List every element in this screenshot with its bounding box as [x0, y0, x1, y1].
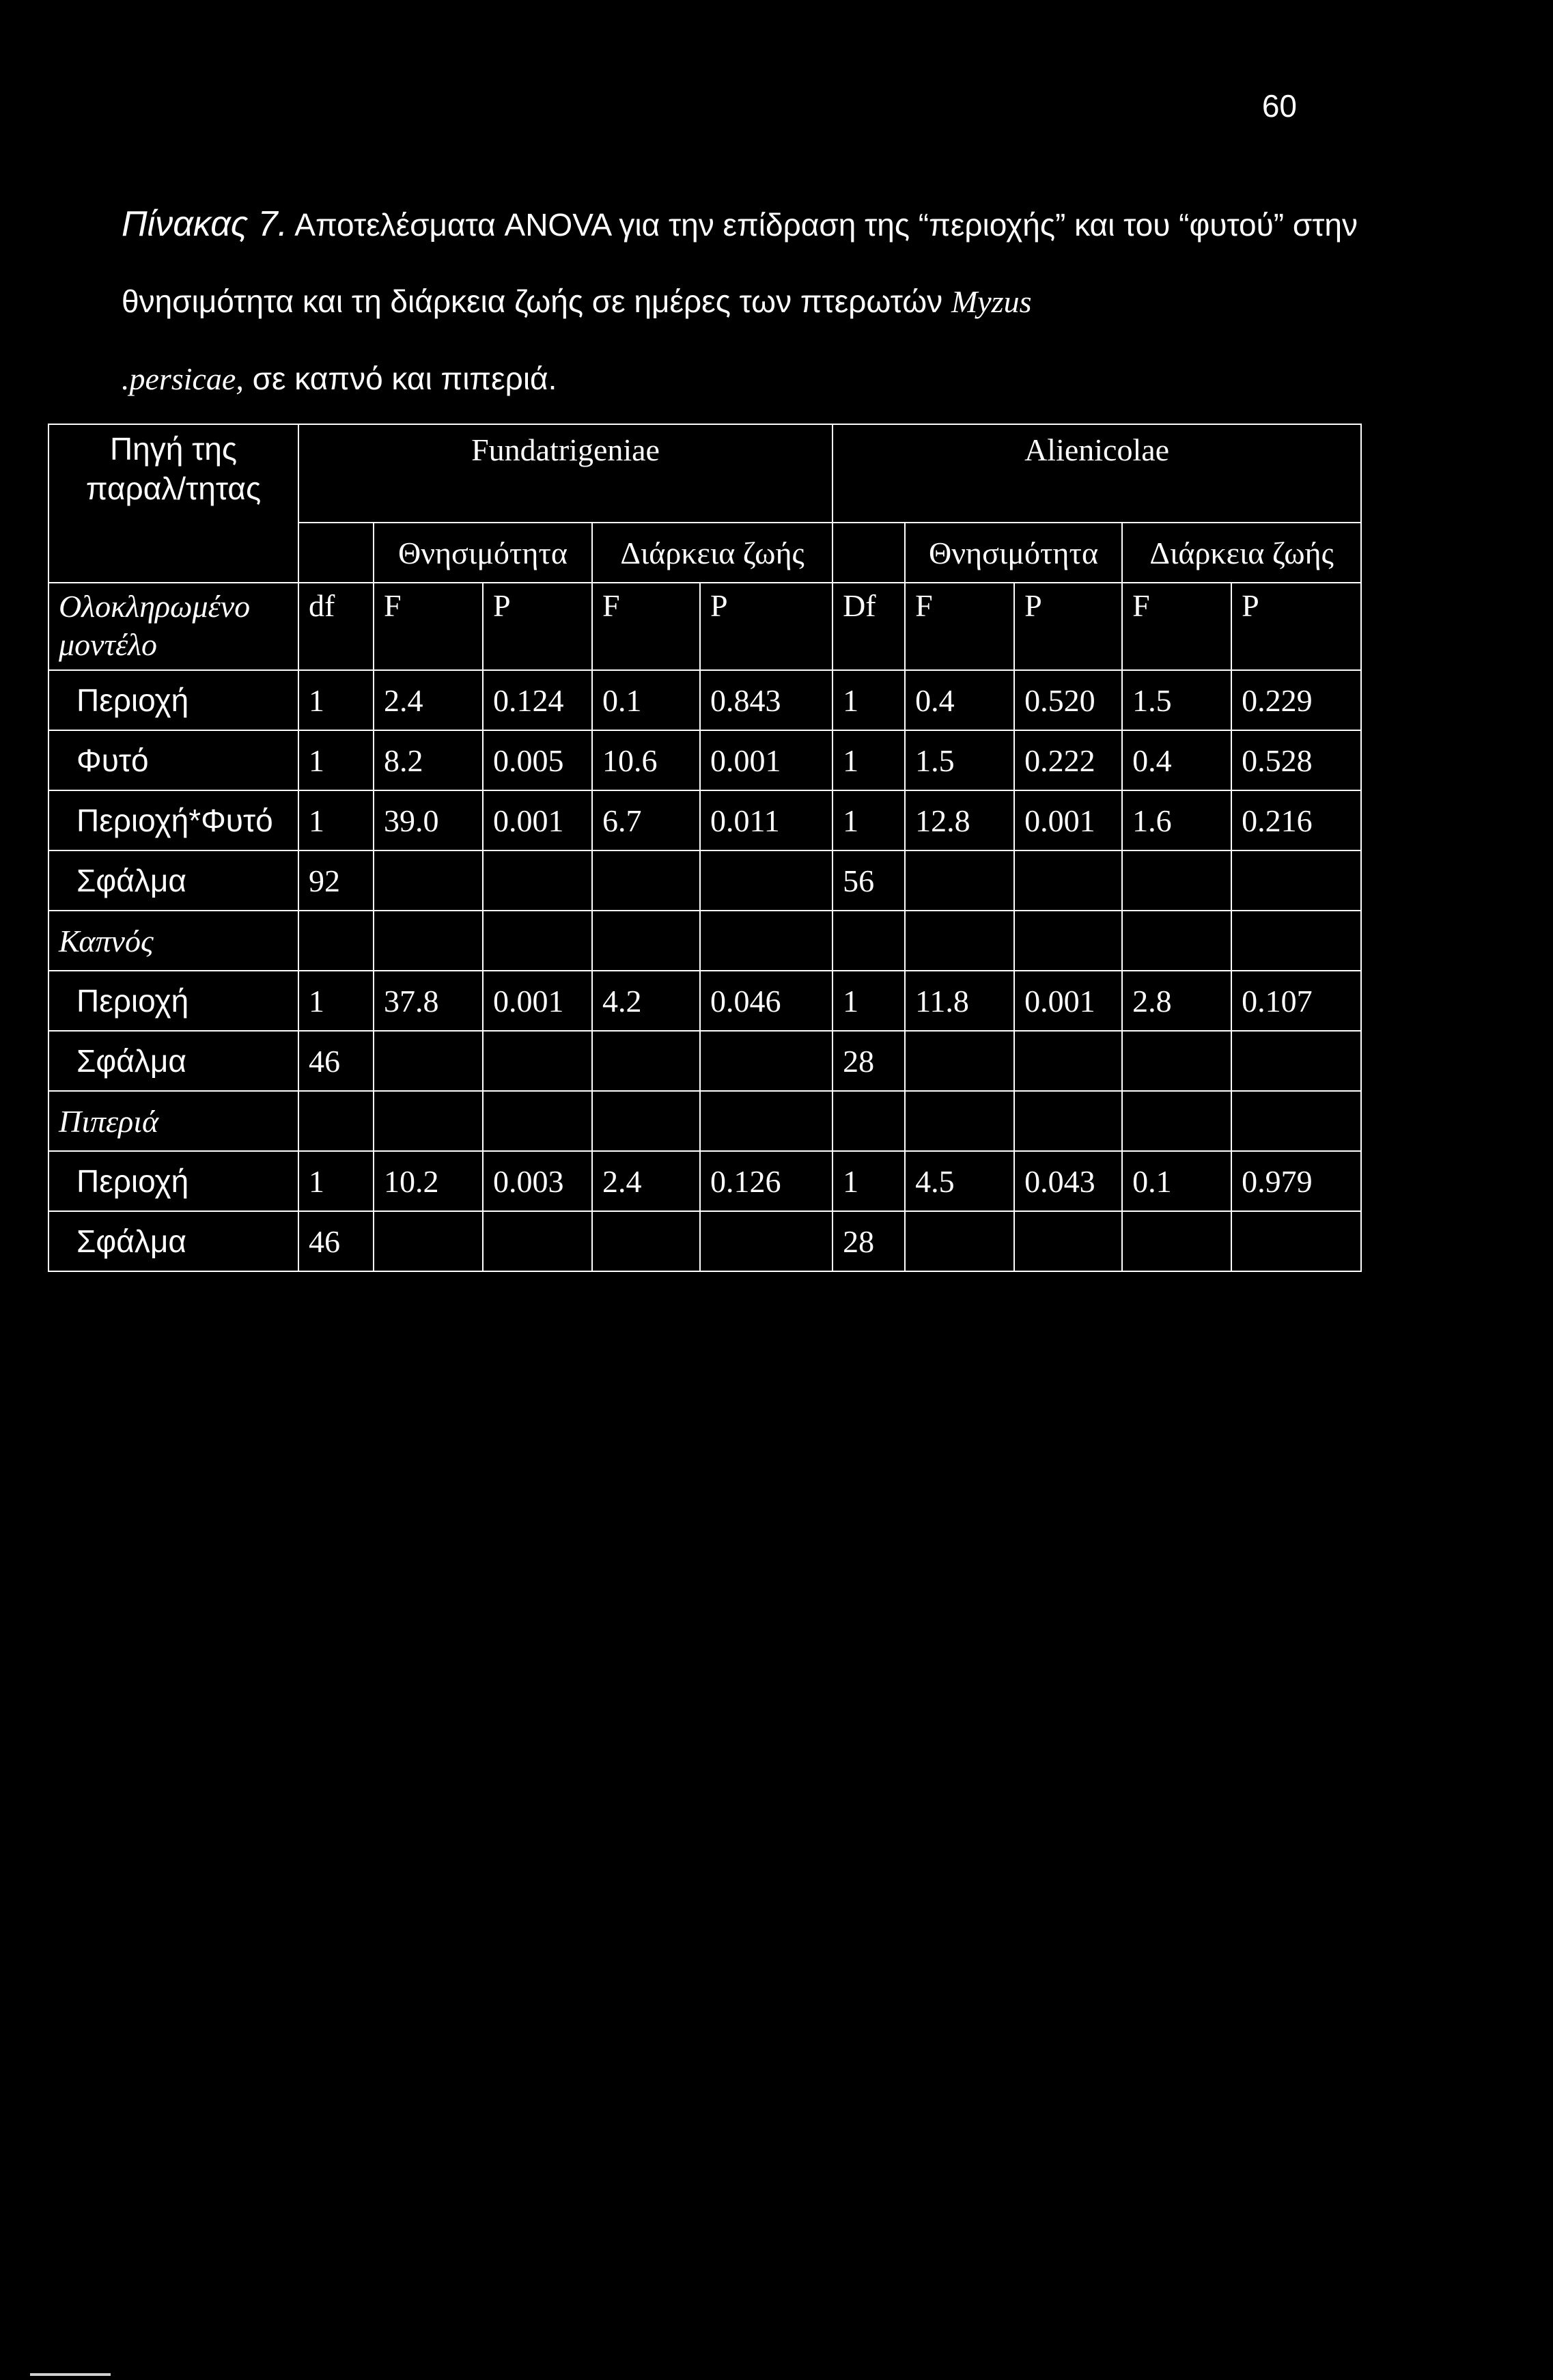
column-label: F — [905, 583, 1014, 670]
table-cell — [374, 1031, 483, 1091]
table-cell: 0.001 — [1014, 790, 1122, 850]
table-cell — [592, 1211, 700, 1271]
empty-cell — [374, 1091, 483, 1151]
column-label: F — [1122, 583, 1231, 670]
table-caption — [122, 186, 1371, 417]
table-cell: 0.001 — [700, 730, 833, 790]
table-cell: 6.7 — [592, 790, 700, 850]
table-cell: 1 — [833, 670, 905, 730]
column-label: F — [592, 583, 700, 670]
empty-cell — [905, 1091, 1014, 1151]
row-source: Σφάλμα — [48, 1211, 298, 1271]
table-cell: 1.5 — [1122, 670, 1231, 730]
table-cell: 1 — [833, 790, 905, 850]
empty-cell — [592, 911, 700, 971]
table-cell: 92 — [298, 850, 374, 911]
table-cell: 0.001 — [1014, 971, 1122, 1031]
table-cell: 0.011 — [700, 790, 833, 850]
column-label: df — [298, 583, 374, 670]
header-blank-cell — [833, 523, 905, 583]
column-label: P — [700, 583, 833, 670]
table-cell: 0.046 — [700, 971, 833, 1031]
table-cell — [700, 1211, 833, 1271]
table-row — [48, 850, 1361, 911]
empty-cell — [833, 911, 905, 971]
empty-cell — [483, 1091, 592, 1151]
table-cell: 0.1 — [1122, 1151, 1231, 1211]
group-header-alienicolae: Alienicolae — [833, 424, 1361, 523]
table-cell: 0.001 — [483, 971, 592, 1031]
table-cell: 1.6 — [1122, 790, 1231, 850]
section-title: Ολοκληρωμένο μοντέλο — [48, 583, 298, 670]
subheader-lifespan: Διάρκεια ζωής — [1122, 523, 1361, 583]
empty-cell — [905, 911, 1014, 971]
table-cell: 0.043 — [1014, 1151, 1122, 1211]
section-title: Καπνός — [48, 911, 298, 971]
table-cell: 2.8 — [1122, 971, 1231, 1031]
column-label: P — [1014, 583, 1122, 670]
row-source: Περιοχή — [48, 670, 298, 730]
table-cell: 1 — [833, 971, 905, 1031]
section-header-row — [48, 1091, 1361, 1151]
section-header-row — [48, 583, 1361, 670]
table-cell: 1 — [298, 1151, 374, 1211]
caption-species-genus: Myzus — [951, 284, 1032, 319]
empty-cell — [700, 1091, 833, 1151]
header-blank-cell — [48, 523, 298, 583]
table-cell: 56 — [833, 850, 905, 911]
caption-text-2: σε καπνό και πιπεριά. — [243, 361, 557, 396]
empty-cell — [1231, 911, 1361, 971]
table-cell — [483, 850, 592, 911]
table-cell: 2.4 — [592, 1151, 700, 1211]
table-cell: 4.5 — [905, 1151, 1014, 1211]
empty-cell — [1014, 911, 1122, 971]
column-label: P — [483, 583, 592, 670]
column-label: P — [1231, 583, 1361, 670]
table-row — [48, 670, 1361, 730]
subheader-lifespan: Διάρκεια ζωής — [592, 523, 833, 583]
table-cell — [1231, 850, 1361, 911]
table-cell — [374, 850, 483, 911]
header-blank-cell — [298, 523, 374, 583]
row-source: Σφάλμα — [48, 1031, 298, 1091]
empty-cell — [298, 1091, 374, 1151]
table-cell: 0.107 — [1231, 971, 1361, 1031]
row-source: Φυτό — [48, 730, 298, 790]
anova-table — [48, 424, 1362, 1272]
table-cell — [700, 1031, 833, 1091]
table-cell: 4.2 — [592, 971, 700, 1031]
table-cell: 10.6 — [592, 730, 700, 790]
table-cell: 0.005 — [483, 730, 592, 790]
table-cell: 10.2 — [374, 1151, 483, 1211]
table-cell — [483, 1211, 592, 1271]
table-cell — [700, 850, 833, 911]
empty-cell — [1122, 1091, 1231, 1151]
subheader-mortality: Θνησιμότητα — [905, 523, 1122, 583]
table-cell: 0.003 — [483, 1151, 592, 1211]
table-cell: 1 — [833, 730, 905, 790]
table-row — [48, 1031, 1361, 1091]
table-cell — [592, 1031, 700, 1091]
empty-cell — [1231, 1091, 1361, 1151]
row-source: Σφάλμα — [48, 850, 298, 911]
table-cell — [483, 1031, 592, 1091]
table-cell — [592, 850, 700, 911]
table-cell: 46 — [298, 1031, 374, 1091]
table-cell: 12.8 — [905, 790, 1014, 850]
table-cell — [1014, 1211, 1122, 1271]
table-cell: 11.8 — [905, 971, 1014, 1031]
table-cell: 0.1 — [592, 670, 700, 730]
table-cell: 39.0 — [374, 790, 483, 850]
column-label: Df — [833, 583, 905, 670]
row-source: Περιοχή — [48, 971, 298, 1031]
table-cell: 1 — [833, 1151, 905, 1211]
empty-cell — [833, 1091, 905, 1151]
table-cell: 0.126 — [700, 1151, 833, 1211]
table-cell: 0.222 — [1014, 730, 1122, 790]
table-cell — [1122, 1031, 1231, 1091]
table-row — [48, 730, 1361, 790]
empty-cell — [483, 911, 592, 971]
caption-text-1: Αποτελέσματα ANOVA για την επίδραση της “περιοχής” και του “φυτού” στην θνησιμότητα και τη διάρκεια ζωής σε ημέρες των πτερωτών — [122, 207, 1358, 319]
empty-cell — [1014, 1091, 1122, 1151]
table-cell: 37.8 — [374, 971, 483, 1031]
table-cell: 1.5 — [905, 730, 1014, 790]
table-cell — [1014, 1031, 1122, 1091]
table-cell — [1122, 850, 1231, 911]
table-cell: 0.124 — [483, 670, 592, 730]
empty-cell — [592, 1091, 700, 1151]
table-cell: 46 — [298, 1211, 374, 1271]
table-cell: 1 — [298, 790, 374, 850]
group-header-fundatrigeniae: Fundatrigeniae — [298, 424, 833, 523]
table-row — [48, 1151, 1361, 1211]
footer-rule — [30, 2373, 111, 2376]
row-source: Περιοχή — [48, 1151, 298, 1211]
empty-cell — [1122, 911, 1231, 971]
table-cell — [1122, 1211, 1231, 1271]
table-cell: 28 — [833, 1031, 905, 1091]
page-number: 60 — [1261, 88, 1297, 124]
table-cell: 0.979 — [1231, 1151, 1361, 1211]
table-cell: 28 — [833, 1211, 905, 1271]
section-header-row — [48, 911, 1361, 971]
table-row — [48, 790, 1361, 850]
table-cell — [905, 1211, 1014, 1271]
table-cell: 0.216 — [1231, 790, 1361, 850]
column-label: F — [374, 583, 483, 670]
table-cell — [905, 1031, 1014, 1091]
header-row-measures — [48, 523, 1361, 583]
caption-species-epithet: .persicae, — [122, 361, 244, 396]
table-cell — [1014, 850, 1122, 911]
table-cell: 1 — [298, 971, 374, 1031]
empty-cell — [700, 911, 833, 971]
table-cell: 1 — [298, 670, 374, 730]
header-row-groups — [48, 424, 1361, 523]
table-cell: 0.4 — [905, 670, 1014, 730]
section-title: Πιπεριά — [48, 1091, 298, 1151]
empty-cell — [298, 911, 374, 971]
table-cell — [374, 1211, 483, 1271]
table-cell: 2.4 — [374, 670, 483, 730]
table-cell: 0.843 — [700, 670, 833, 730]
table-cell — [905, 850, 1014, 911]
table-cell: 0.229 — [1231, 670, 1361, 730]
empty-cell — [374, 911, 483, 971]
table-body — [48, 583, 1361, 1271]
table-cell: 0.528 — [1231, 730, 1361, 790]
table-cell: 8.2 — [374, 730, 483, 790]
row-source: Περιοχή*Φυτό — [48, 790, 298, 850]
subheader-mortality: Θνησιμότητα — [374, 523, 592, 583]
table-cell — [1231, 1031, 1361, 1091]
table-row — [48, 971, 1361, 1031]
table-cell: 0.520 — [1014, 670, 1122, 730]
table-row — [48, 1211, 1361, 1271]
table-cell: 0.001 — [483, 790, 592, 850]
table-cell: 0.4 — [1122, 730, 1231, 790]
source-header: Πηγή της παραλ/τητας — [48, 424, 298, 523]
table-cell — [1231, 1211, 1361, 1271]
table-cell: 1 — [298, 730, 374, 790]
caption-label: Πίνακας 7. — [122, 204, 288, 244]
